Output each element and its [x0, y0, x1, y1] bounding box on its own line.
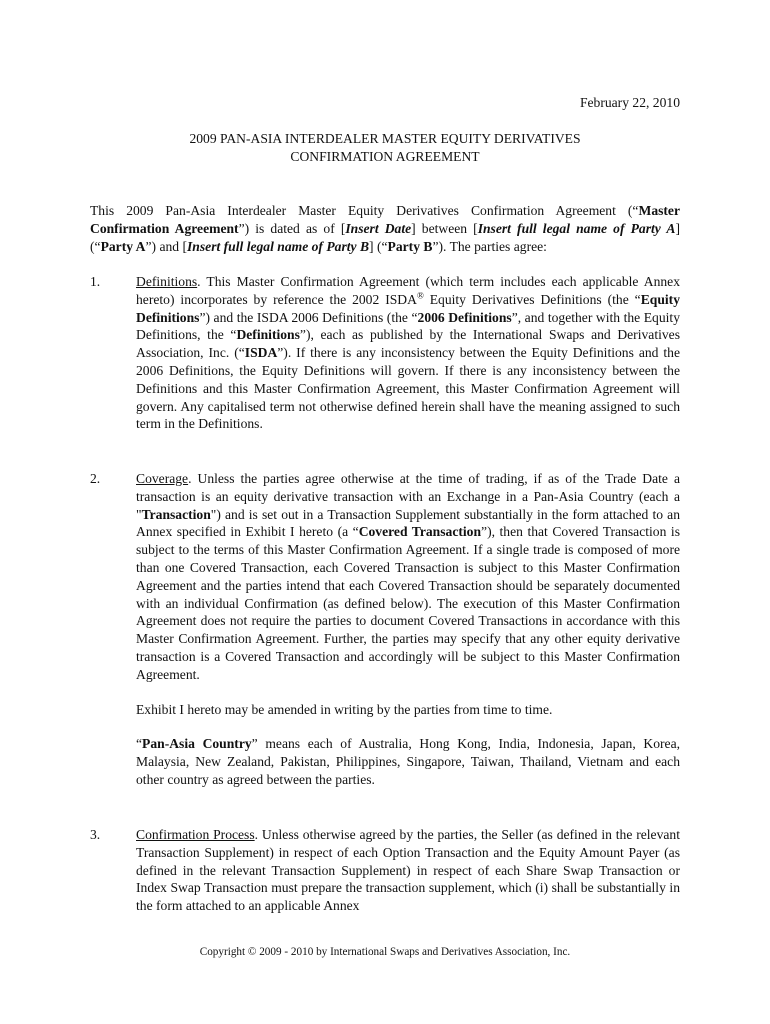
copyright-footer: Copyright © 2009 - 2010 by International Swaps and Derivatives Association, Inc.	[199, 946, 571, 958]
defined-term: 2006 Definitions	[417, 309, 512, 325]
defined-term: Transaction	[141, 506, 211, 522]
defined-term: Equity Definitions	[136, 291, 680, 325]
section-number: 1.	[90, 274, 101, 289]
placeholder-term: Insert full legal name of Party A	[477, 220, 676, 236]
section-number: 2.	[90, 471, 101, 486]
intro-text: ”) and [	[145, 238, 188, 254]
section-body	[136, 470, 680, 806]
intro-text: ] (“	[90, 220, 680, 254]
placeholder-term: Insert Date	[345, 220, 412, 236]
section-paragraph	[136, 470, 680, 684]
defined-term: ISDA	[244, 345, 278, 361]
document-date: February 22, 2010	[579, 95, 680, 110]
section-body	[136, 826, 680, 932]
defined-term: Pan-Asia Country	[142, 736, 252, 752]
section-heading: Confirmation Process	[136, 827, 255, 842]
defined-term: Covered Transaction	[358, 524, 482, 540]
section-number: 3.	[90, 827, 101, 842]
title-line-1: 2009 PAN-ASIA INTERDEALER MASTER EQUITY DERIVATIVES	[189, 131, 581, 146]
section-text: ”). If there is any inconsistency between the Equity Definitions and the 2006 Definitions, the Equity Definitions will govern. If there is any inconsistency between the Definitions and this Master Confirmation Agreement, this Master Confirmation Agreement will govern. Any capitalised term not otherwise defined herein shall have the meaning assigned to such term in the Definitions.	[136, 345, 680, 432]
section-text: ”), each as published by the International Swaps and Derivatives Association, Inc. (“	[136, 327, 680, 361]
defined-term: Master Confirmation Agreement	[90, 203, 680, 236]
intro-paragraph	[90, 202, 680, 255]
defined-term: Party A	[100, 238, 146, 254]
section-text: “	[136, 736, 143, 752]
intro-text: This 2009 Pan-Asia Interdealer Master Equity Derivatives Confirmation Agreement (“	[90, 203, 639, 218]
section-paragraph	[136, 735, 680, 788]
section-text: Equity Derivatives Definitions (the “	[423, 291, 641, 307]
section-text: ”, and together with the Equity Definitions, the “	[136, 309, 680, 343]
section-paragraph	[136, 826, 680, 915]
section-heading: Coverage	[136, 471, 189, 486]
placeholder-term: Insert full legal name of Party B	[187, 238, 370, 254]
intro-text: ”). The parties agree:	[432, 238, 547, 254]
title-line-2: CONFIRMATION AGREEMENT	[290, 148, 480, 164]
document-title	[0, 130, 770, 166]
section-paragraph: Exhibit I hereto may be amended in writing by the parties from time to time.	[136, 701, 553, 717]
section-text: ”) and the ISDA 2006 Definitions (the “	[199, 309, 418, 325]
section-body	[136, 273, 680, 450]
section-text: ") and is set out in a Transaction Supplement substantially in the form attached to an Annex specified in Exhibit I hereto (a “	[136, 506, 680, 540]
intro-text: ”) is dated as of [	[238, 220, 346, 236]
section-text: . Unless otherwise agreed by the parties, the Seller (as defined in the relevant Transaction Supplement) in respect of each Option Transaction and the Equity Amount Payer (as defined in the relevant Transaction Supplement) in respect of each Share Swap Transaction or Index Swap Transaction must prepare the transaction supplement, which (i) shall be substantially in the form attached to an applicable Annex	[136, 827, 680, 914]
section-heading: Definitions	[136, 274, 198, 289]
registered-mark: ®	[416, 290, 424, 301]
section-text: . This Master Confirmation Agreement (which term includes each applicable Annex hereto) incorporates by reference the 2002 ISDA	[136, 274, 680, 307]
section-text: ”), then that Covered Transaction is subject to the terms of this Master Confirmation Agreement. If a single trade is composed of more than one Covered Transaction, each Covered Transaction is subject to this Master Confirmation Agreement and the parties intend that each Covered Transaction should be separately documented with an individual Confirmation (as defined below). The execution of this Master Confirmation Agreement does not require the parties to document Covered Transactions in accordance with this Master Confirmation Agreement. Further, the parties may specify that any other equity derivative transaction is a Covered Transaction and accordingly will be subject to this Master Confirmation Agreement.	[136, 524, 680, 682]
defined-term: Party B	[387, 238, 433, 254]
section-paragraph	[136, 273, 680, 433]
section-text: ” means each of Australia, Hong Kong, India, Indonesia, Japan, Korea, Malaysia, New Zealand, Pakistan, Philippines, Singapore, Taiwan, Thailand, Vietnam and each other country as agreed between the parties.	[136, 736, 681, 787]
section-text: . Unless the parties agree otherwise at the time of trading, if as of the Trade Date a transaction is an equity derivative transaction with an Exchange in a Pan-Asia Country (each a "	[136, 471, 680, 522]
intro-text: ] (“	[369, 238, 388, 254]
intro-text: ] between [	[411, 220, 478, 236]
defined-term: Definitions	[236, 327, 300, 343]
